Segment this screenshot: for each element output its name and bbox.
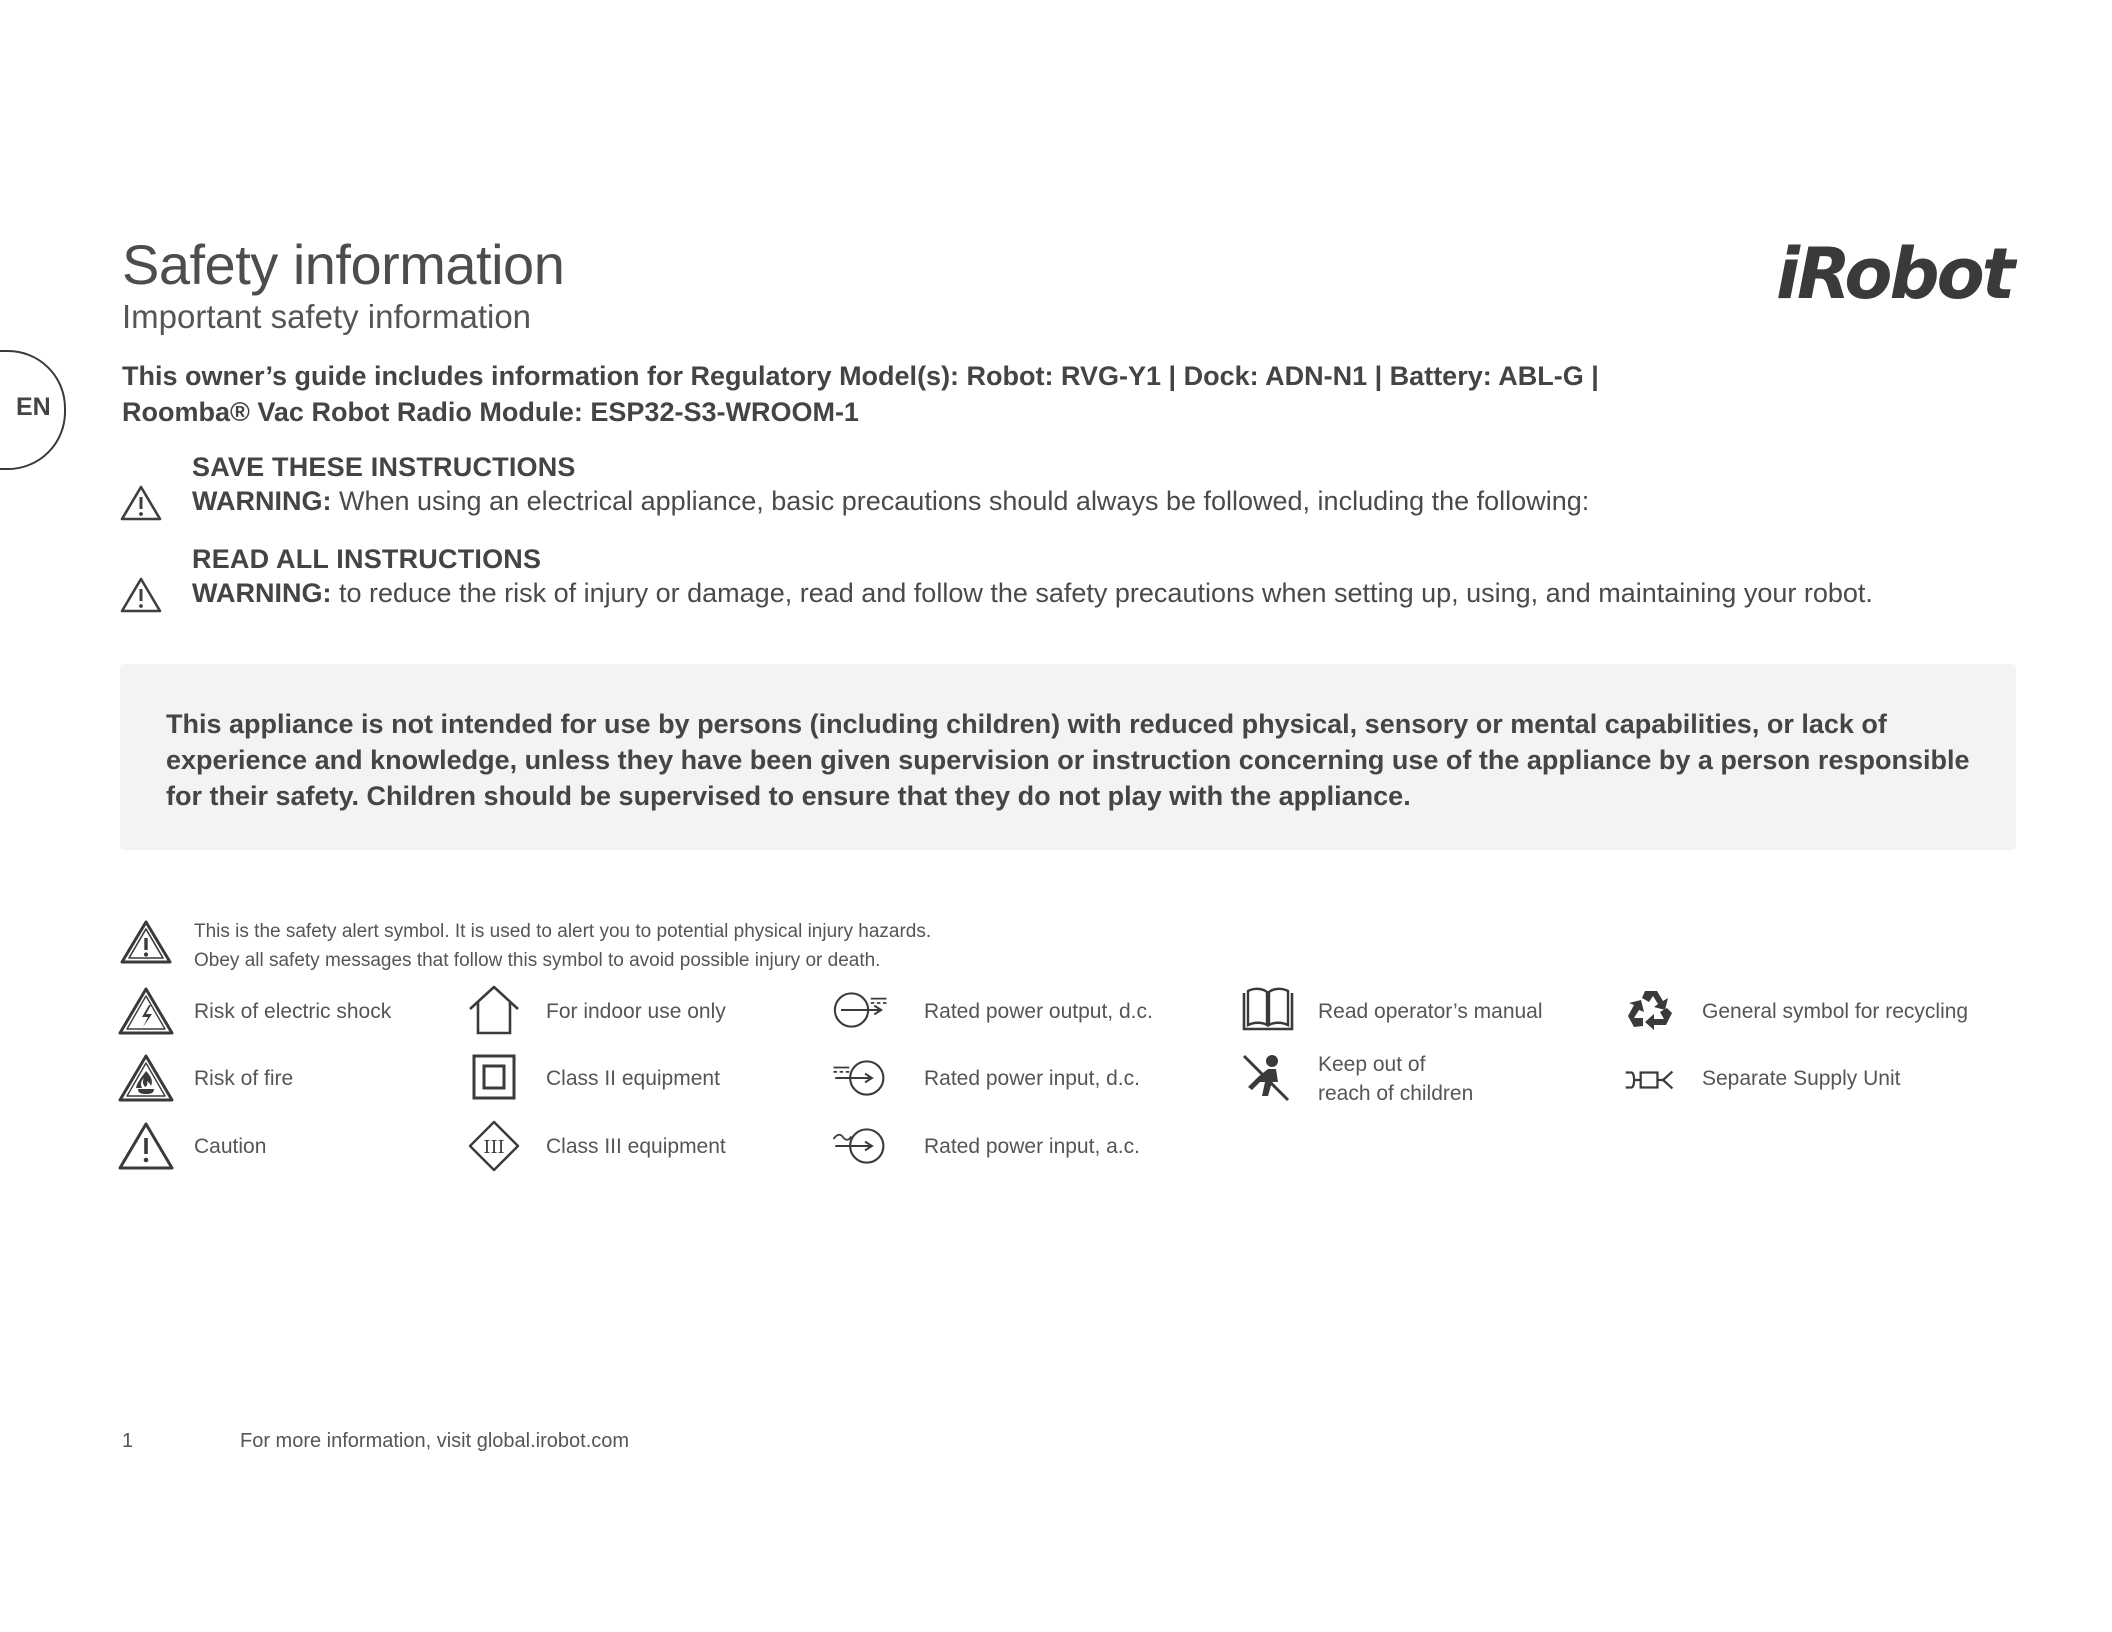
warning-row-2 xyxy=(120,574,2020,618)
caution-icon xyxy=(118,1121,174,1171)
open-book-icon xyxy=(1240,985,1296,1035)
regulatory-intro xyxy=(122,358,2022,430)
svg-text:III: III xyxy=(483,1137,505,1158)
power-input-ac-icon xyxy=(830,1121,886,1171)
supply-unit-label: Separate Supply Unit xyxy=(1702,1067,1901,1090)
children-label: Keep out of reach of children xyxy=(1318,1053,1474,1105)
house-icon xyxy=(466,985,522,1035)
electric-shock-label: Risk of electric shock xyxy=(194,1000,392,1023)
page-subtitle: Important safety information xyxy=(122,298,532,335)
child-icon xyxy=(1238,1052,1294,1102)
safety-alert-row xyxy=(120,915,1320,975)
safety-alert-text: This is the safety alert symbol. It is used to alert you to potential physical injury hazards. Obey all safety messages that follow this symbol to avoid possible injury or death. xyxy=(194,921,932,971)
class-ii-label: Class II equipment xyxy=(546,1067,720,1090)
supply-unit-icon xyxy=(1622,1055,1678,1105)
notice-text: This appliance is not intended for use by persons (including children) with reduced physical, sensory or mental capabilities, or lack of experience and knowledge, unless they have been given supervision or instruction concerning use of the appliance by a person responsible for their safety. Children should be supervised to ensure that they do not play with the appliance. xyxy=(166,709,1970,811)
recycling-label: General symbol for recycling xyxy=(1702,1000,1969,1023)
power-output-dc-label: Rated power output, d.c. xyxy=(924,1000,1153,1023)
power-input-dc-label: Rated power input, d.c. xyxy=(924,1067,1140,1090)
page-title: Safety information xyxy=(122,233,565,296)
power-input-dc-icon xyxy=(830,1053,886,1103)
fire-warning-icon xyxy=(118,1053,174,1103)
recycling-icon xyxy=(1624,985,1680,1035)
svg-text:iRobot: iRobot xyxy=(1776,233,2013,315)
class-ii-icon xyxy=(466,1053,522,1103)
page-number: 1 xyxy=(122,1430,134,1452)
class-iii-icon xyxy=(466,1121,522,1171)
fire-label: Risk of fire xyxy=(194,1067,294,1090)
footer-more-info[interactable]: For more information, visit global.irobot.com xyxy=(240,1430,630,1452)
read-instructions-heading: READ ALL INSTRUCTIONS xyxy=(192,544,542,574)
indoor-label: For indoor use only xyxy=(546,1000,726,1023)
power-input-ac-label: Rated power input, a.c. xyxy=(924,1135,1140,1158)
safety-alert-icon xyxy=(120,919,172,965)
warning-text-2: WARNING: to reduce the risk of injury or damage, read and follow the safety precautions when setting up, using, and maintaining your robot. xyxy=(192,578,1873,608)
warning-row-1 xyxy=(120,482,2020,526)
warning-triangle-icon xyxy=(120,576,162,614)
manual-label: Read operator’s manual xyxy=(1318,1000,1543,1023)
warning-text-1: WARNING: When using an electrical appliance, basic precautions should always be followed, including the following: xyxy=(192,486,1590,516)
intro-line-1: This owner’s guide includes information for Regulatory Model(s): Robot: RVG-Y1 | Dock: ADN-N1 | Battery: ABL-G | xyxy=(122,361,1599,391)
caution-label: Caution xyxy=(194,1135,267,1158)
irobot-logo xyxy=(1776,233,2016,315)
warning-triangle-icon xyxy=(120,484,162,522)
power-output-dc-icon xyxy=(834,985,890,1035)
save-instructions-heading: SAVE THESE INSTRUCTIONS xyxy=(192,452,576,482)
language-tab-label: EN xyxy=(16,393,51,421)
class-iii-label: Class III equipment xyxy=(546,1135,726,1158)
intro-line-2: Roomba® Vac Robot Radio Module: ESP32-S3-WROOM-1 xyxy=(122,397,859,427)
electric-shock-icon xyxy=(118,986,174,1036)
